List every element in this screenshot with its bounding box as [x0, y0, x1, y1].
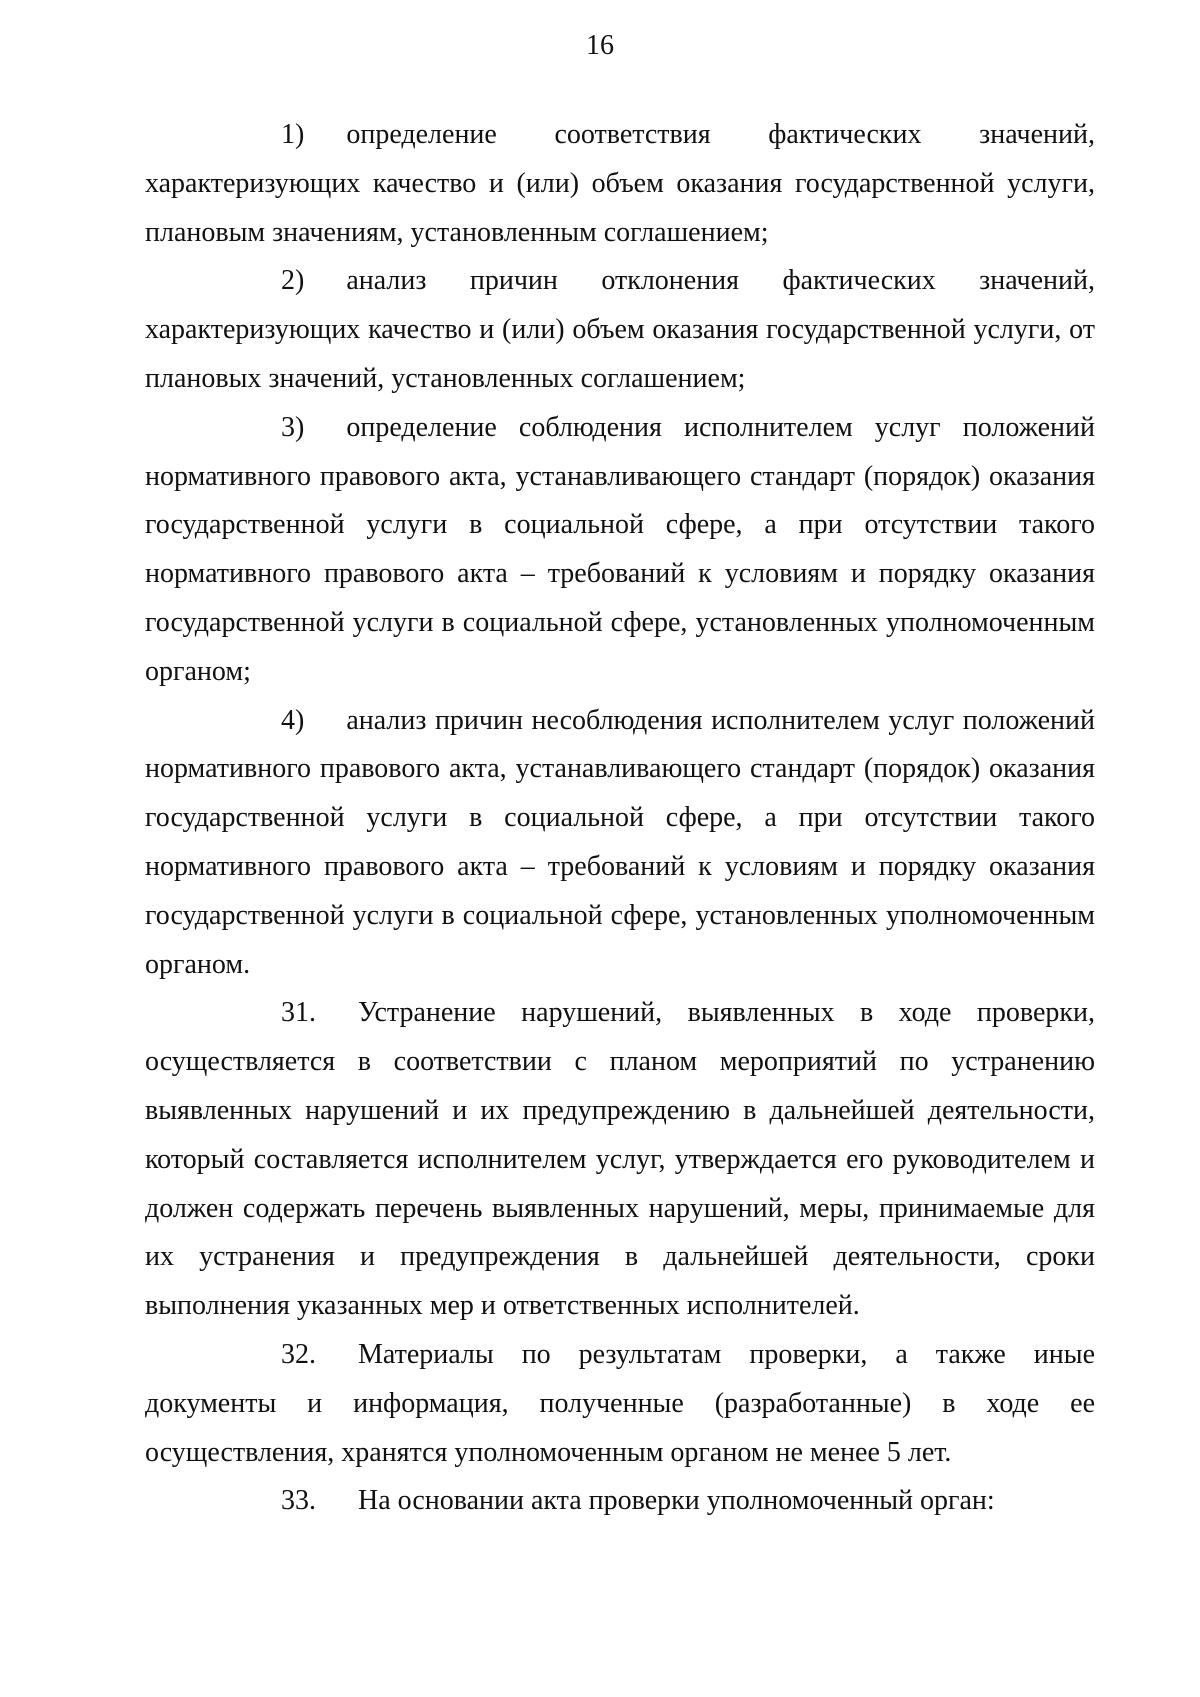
paragraph-text: Устранение нарушений, выявленных в ходе проверки, осуществляется в соответствии с планом мероприятий по устранению выявленных нарушений и их предупреждению в дальнейшей деятельности, который составляется исполнителем услуг, утверждается его руководителем и должен содержать перечень выявленных нарушений, меры, принимаемые для их устранения и предупреждения в дальнейшей деятельности, сроки выполнения указанных мер и ответственных исполнителей.	[145, 997, 1095, 1322]
paragraph-text: Материалы по результатам проверки, а также иные документы и информация, полученные (разработанные) в ходе ее осуществления, хранятся уполномоченным органом не менее 5 лет.	[145, 1338, 1095, 1468]
document-body	[145, 111, 1095, 1526]
paragraph-number: 1)	[281, 119, 305, 150]
paragraph-item-31	[145, 989, 1095, 1331]
paragraph-text: определение соответствия фактических значений, характеризующих качество и (или) объем оказания государственной услуги, плановым значениям, установленным соглашением;	[145, 119, 1095, 248]
paragraph-item-1	[145, 111, 1095, 257]
page-number: 16	[586, 30, 614, 61]
paragraph-text: определение соблюдения исполнителем услуг положений нормативного правового акта, устанавливающего стандарт (порядок) оказания государственной услуги в социальной сфере, а при отсутствии такого нормативного правового акта – требований к условиям и порядку оказания государственной услуги в социальной сфере, установленных уполномоченным органом;	[145, 411, 1095, 687]
paragraph-item-3	[145, 404, 1095, 697]
paragraph-number: 31.	[281, 997, 316, 1029]
paragraph-item-4	[145, 697, 1095, 990]
paragraph-number: 33.	[281, 1485, 316, 1517]
paragraph-number: 32.	[281, 1338, 316, 1370]
paragraph-item-33	[145, 1477, 1095, 1526]
paragraph-text: анализ причин несоблюдения исполнителем услуг положений нормативного правового акта, устанавливающего стандарт (порядок) оказания государственной услуги в социальной сфере, а при отсутствии такого нормативного правового акта – требований к условиям и порядку оказания государственной услуги в социальной сфере, установленных уполномоченным органом.	[145, 704, 1095, 980]
paragraph-text: На основании акта проверки уполномоченный орган:	[358, 1485, 995, 1517]
paragraph-number: 3)	[281, 411, 305, 443]
paragraph-item-2	[145, 257, 1095, 403]
paragraph-number: 2)	[281, 265, 305, 297]
paragraph-number: 4)	[281, 704, 305, 736]
paragraph-text: анализ причин отклонения фактических значений, характеризующих качество и (или) объем оказания государственной услуги, от плановых значений, установленных соглашением;	[145, 265, 1095, 394]
paragraph-item-32	[145, 1331, 1095, 1477]
